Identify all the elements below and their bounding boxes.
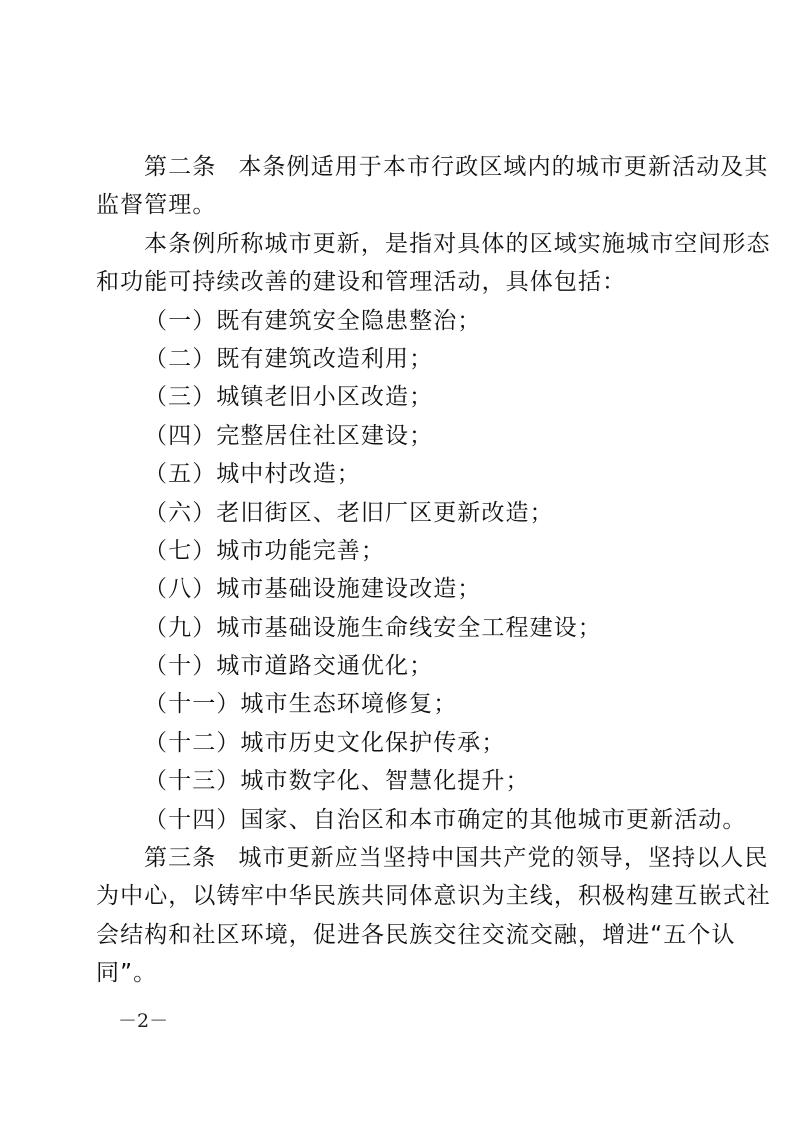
list-item: （六）老旧街区、老旧厂区更新改造；	[144, 499, 554, 526]
list-item: （三）城镇老旧小区改造；	[144, 384, 434, 411]
article-3-line-1	[96, 839, 769, 877]
list-item: （二）既有建筑改造利用；	[144, 345, 434, 372]
article-2-para-2-line-1: 本条例所称城市更新，是指对具体的区域实施城市空间形态	[144, 230, 771, 257]
article-3-heading: 第三条	[144, 845, 217, 872]
list-item: （五）城中村改造；	[144, 461, 361, 488]
article-2-para-2-line-2: 和功能可持续改善的建设和管理活动，具体包括：	[96, 269, 627, 296]
article-3-line-3: 会结构和社区环境，促进各民族交往交流交融，增进“五个认	[96, 921, 736, 948]
document-page	[96, 148, 771, 993]
list-item: （七）城市功能完善；	[144, 537, 385, 564]
article-2-text: 本条例适用于本市行政区域内的城市更新活动及其	[238, 154, 769, 180]
article-3-text: 城市更新应当坚持中国共产党的领导，坚持以人民	[238, 845, 769, 872]
article-3-line-2: 为中心，以铸牢中华民族共同体意识为主线，积极构建互嵌式社	[96, 883, 771, 910]
list-item: （十三）城市数字化、智慧化提升；	[144, 768, 530, 795]
article-2-line-2: 监督管理。	[96, 192, 217, 219]
article-2-line-1	[96, 148, 769, 186]
list-item: （十四）国家、自治区和本市确定的其他城市更新活动。	[144, 806, 747, 833]
article-2-heading: 第二条	[144, 154, 217, 180]
list-item: （八）城市基础设施建设改造；	[144, 576, 482, 603]
list-item: （十一）城市生态环境修复；	[144, 691, 458, 718]
list-item: （一）既有建筑安全隐患整治；	[144, 307, 482, 334]
page-number: －2－	[118, 1010, 169, 1032]
list-item: （十）城市道路交通优化；	[144, 653, 434, 680]
article-3-line-4: 同”。	[96, 960, 158, 987]
list-item: （四）完整居住社区建设；	[144, 422, 434, 449]
list-item: （十二）城市历史文化保护传承；	[144, 729, 506, 756]
list-item: （九）城市基础设施生命线安全工程建设；	[144, 614, 602, 641]
